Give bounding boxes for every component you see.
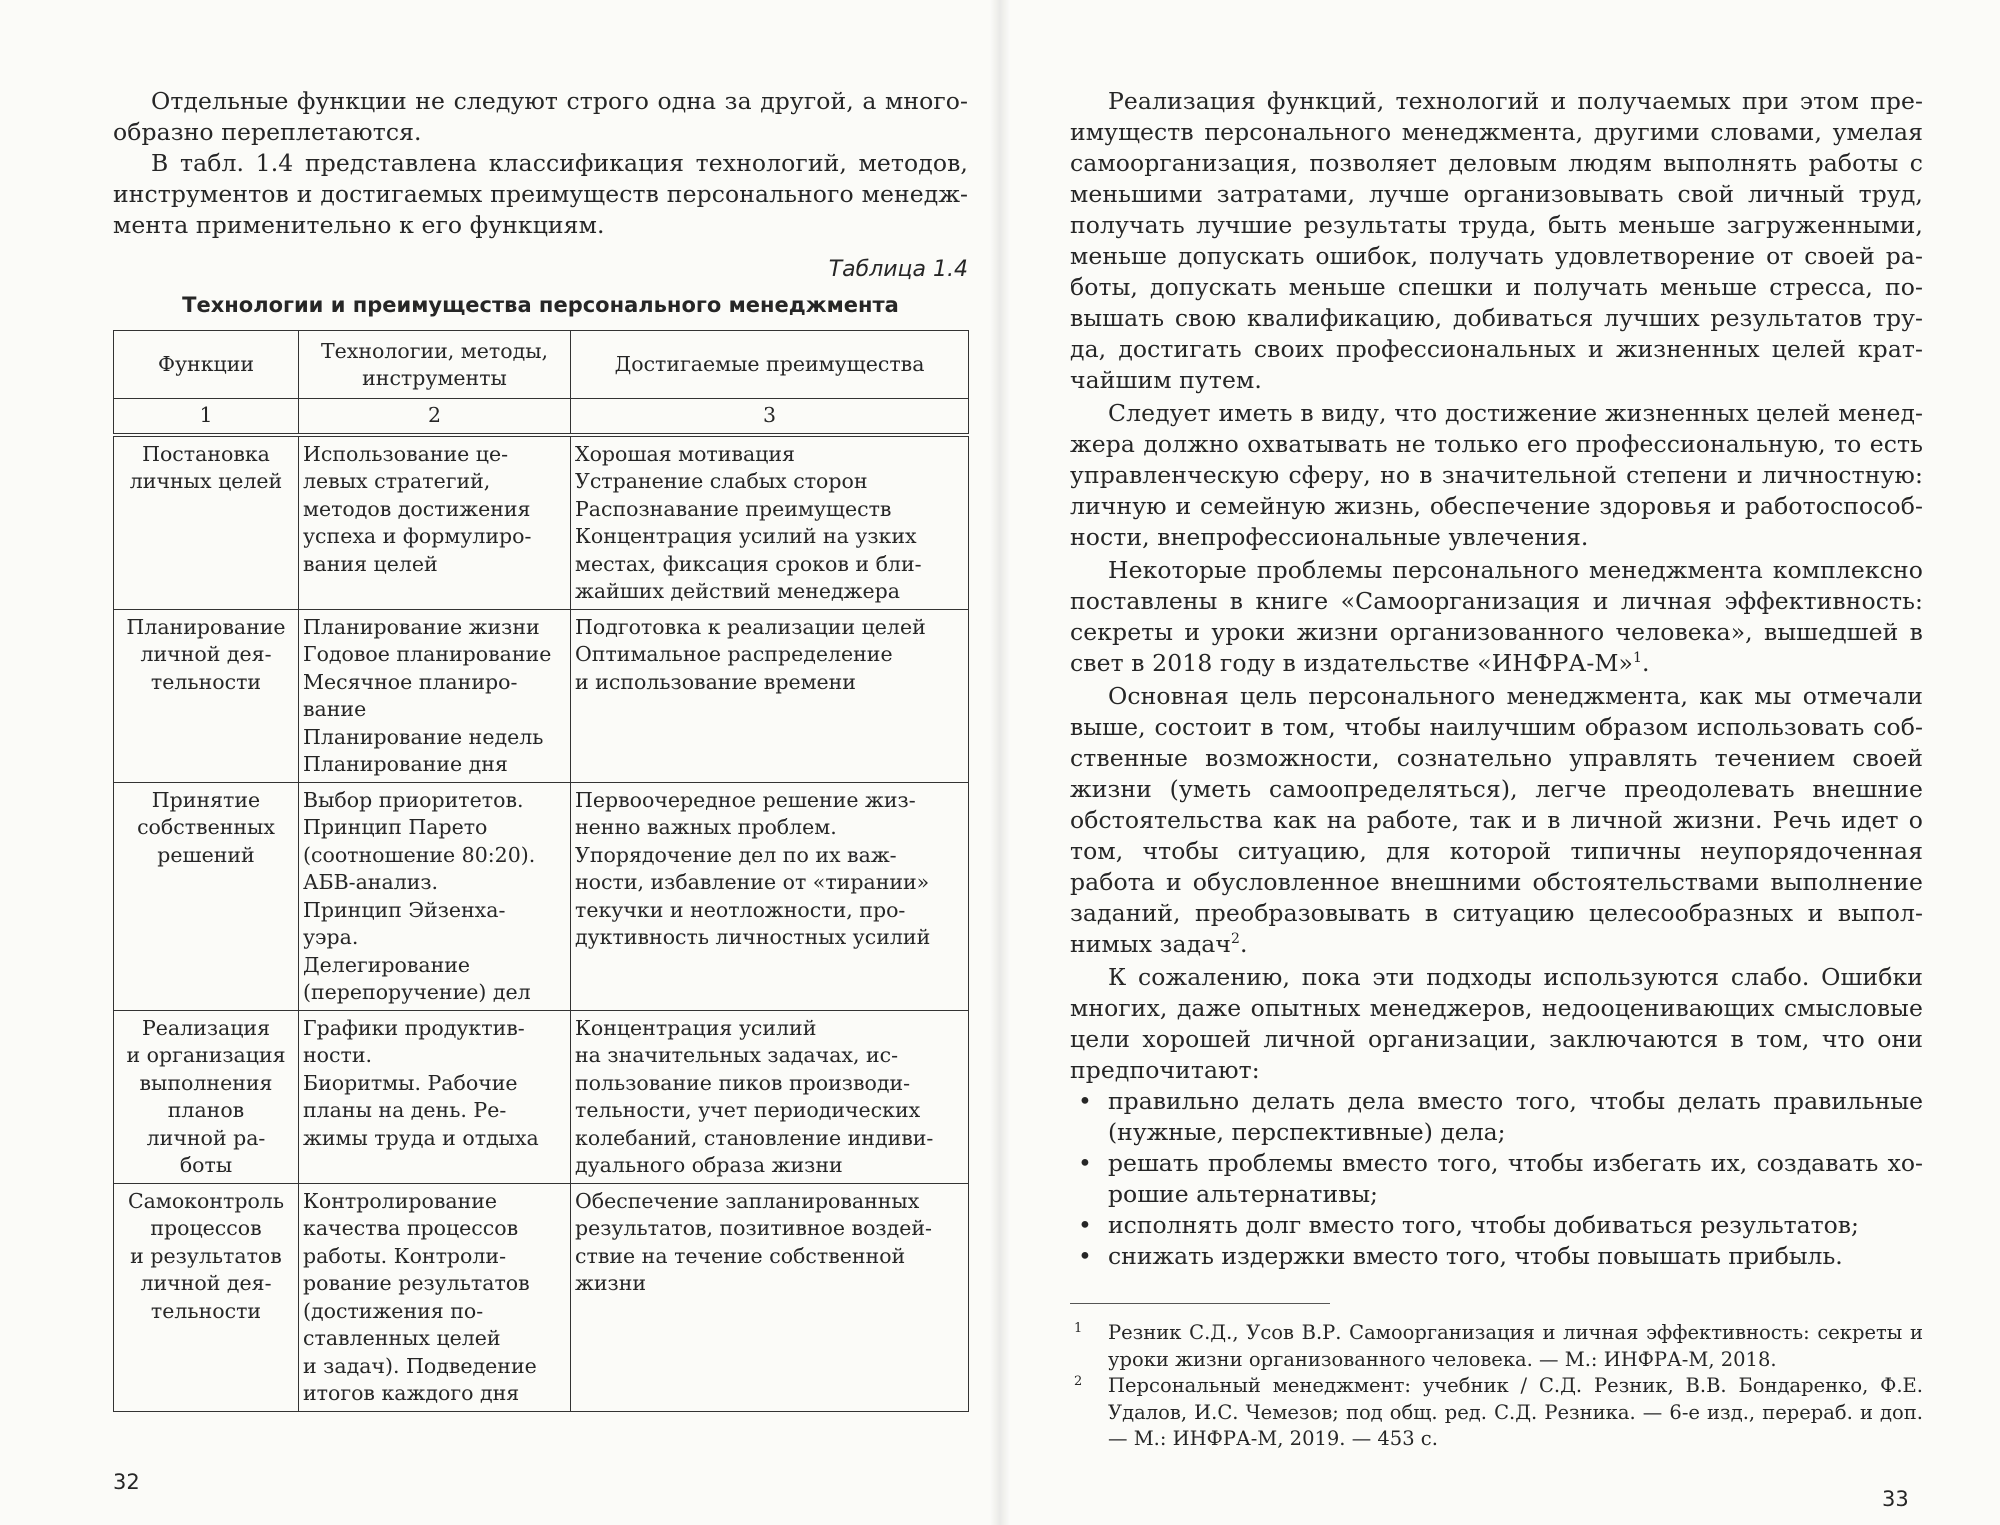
- cell-line: Оптимальное распределение: [575, 642, 893, 666]
- cell-line: Выбор приоритетов.: [303, 787, 524, 812]
- cell-line: и результатов: [130, 1243, 282, 1268]
- column-number: 3: [571, 399, 969, 435]
- list-item: [1070, 1086, 1923, 1148]
- cell-line: жимы труда и отдыха: [303, 1125, 539, 1150]
- paragraph-main-goal: Основная цель персонального менеджмента, как мы отмечали выше, состоит в том, чтобы наилучшим образом использовать собственные возможности, сознательно управлять течением своей жизни (уметь самоопределяться), легче преодолевать внешние обстоятельства как на работе, так и в личной жизни. Речь идет о том, чтобы ситуацию, для которой типичны неупорядоченная работа и обусловленное внешними обстоятельствами выполнение заданий, преобразовывать в ситуацию целесообразных и выполнимых задач$^2$.: [1070, 682, 1923, 958]
- table-cell-function: [114, 1010, 299, 1183]
- footnote: [1070, 1320, 1923, 1373]
- cell-line: Первоочередное решение жиз-: [575, 787, 916, 812]
- cell-line: рование результатов: [303, 1271, 530, 1295]
- cell-line: личных целей: [129, 469, 283, 493]
- cell-line: решений: [157, 842, 255, 867]
- cell-line: ности.: [303, 1043, 373, 1067]
- paragraph-text: Основная цель персонального менеджмента, как мы отмечали выше, состоит в том, чтобы наилучшим образом использовать собственные возможности, сознательно управлять течением своей жизни (уметь самоопределяться), легче преодолевать внешние обстоятельства как на работе, так и в личной жизни. Речь идет о том, чтобы ситуацию, для которой типичны неупорядоченная работа и обусловленное внешними обстоятельствами выполнение заданий, преобразовывать в ситуацию целесообразных и выполнимых задач: [1070, 682, 1923, 958]
- cell-line: Принятие: [151, 787, 261, 812]
- cell-line: результатов, позитивное воздей-: [575, 1216, 932, 1240]
- footnote: [1070, 1373, 1923, 1453]
- cell-line: на значительных задачах, ис-: [575, 1043, 899, 1067]
- cell-line: личной ра-: [146, 1125, 266, 1150]
- table-cell-function: [114, 609, 299, 782]
- cell-line: Самоконтроль: [127, 1188, 284, 1213]
- bullet-icon: •: [1078, 1087, 1092, 1115]
- footnote-mark: 1: [1074, 1321, 1083, 1336]
- list-item-text: решать проблемы вместо того, чтобы избегать их, создавать хорошие альтернативы;: [1108, 1149, 1923, 1208]
- cell-line: Использование це-: [303, 441, 509, 466]
- column-number: 2: [299, 399, 571, 435]
- cell-line: Подготовка к реализации целей: [575, 614, 926, 639]
- paragraph: К сожалению, пока эти подходы используются слабо. Ошибки многих, даже опытных менеджеров, недооценивающих смысловые цели хорошей личной организации, заключаются в том, что они предпочитают:: [1070, 963, 1923, 1084]
- cell-line: работы. Контроли-: [303, 1243, 507, 1268]
- cell-line: успеха и формулиро-: [303, 524, 532, 548]
- table-cell-advantages: [571, 782, 969, 1010]
- cell-line: Годовое планирование: [303, 642, 552, 666]
- table-cell-technologies: [299, 435, 571, 610]
- footnote-mark: 2: [1074, 1374, 1083, 1389]
- bullet-list: [1070, 1086, 1923, 1272]
- cell-line: ставленных целей: [303, 1326, 501, 1350]
- table-cell-advantages: [571, 1010, 969, 1183]
- cell-line: Хорошая мотивация: [575, 441, 795, 466]
- cell-line: тельности: [150, 1298, 262, 1323]
- cell-line: Планирование: [126, 614, 286, 639]
- table-cell-function: [114, 435, 299, 610]
- right-body-text: [1070, 86, 1923, 1272]
- cell-line: планов: [167, 1098, 245, 1122]
- cell-line: текучки и неотложности, про-: [575, 897, 906, 922]
- cell-line: Контролирование: [303, 1188, 498, 1213]
- footnote-divider: [1070, 1303, 1330, 1304]
- table-row: [114, 1010, 969, 1183]
- table-body: [114, 435, 969, 1412]
- table-row: [114, 435, 969, 610]
- left-intro-text: [113, 86, 968, 241]
- cell-line: вание: [303, 697, 367, 721]
- cell-line: Планирование жизни: [303, 614, 540, 639]
- cell-line: личной дея-: [140, 642, 272, 666]
- cell-line: жизни: [575, 1271, 647, 1295]
- bullet-icon: •: [1078, 1149, 1092, 1177]
- cell-line: АБВ-анализ.: [303, 870, 439, 894]
- table-cell-advantages: [571, 609, 969, 782]
- cell-line: Концентрация усилий на узких: [575, 524, 917, 548]
- column-header-advantages: Достигаемые преимущества: [571, 331, 969, 399]
- table-label: Таблица 1.4: [828, 257, 968, 282]
- paragraph: Отдельные функции не следуют строго одна за другой, а многообразно переплетаются.: [113, 87, 968, 146]
- cell-line: Месячное планиро-: [303, 669, 518, 694]
- cell-line: боты: [179, 1153, 233, 1177]
- cell-line: Принцип Парето: [303, 815, 488, 839]
- cell-line: итогов каждого дня: [303, 1381, 520, 1405]
- cell-line: Принцип Эйзенха-: [303, 897, 506, 922]
- cell-line: Планирование дня: [303, 752, 508, 776]
- cell-line: ствие на течение собственной: [575, 1243, 906, 1268]
- cell-line: уэра.: [303, 925, 359, 949]
- paragraph: Реализация функций, технологий и получаемых при этом преимуществ персонального менеджмента, другими словами, умелая самоорганизация, позволяет деловым людям выполнять работы с меньшими затратами, лучше организовывать свой личный труд, получать лучшие результаты труда, быть меньше загруженными, меньше допускать ошибок, получать удовлетворение от своей работы, допускать меньше спешки и получать меньше стресса, повышать свою квалификацию, добиваться лучших результатов труда, достигать своих профессиональных и жизненных целей кратчайшим путем.: [1070, 87, 1923, 394]
- paragraph-text: Некоторые проблемы персонального менеджмента комплексно поставлены в книге «Самоорганизация и личная эффективность: секреты и уроки жизни организованного человека», вышедшей в свет в 2018 году в издательстве «ИНФРА-М»: [1070, 556, 1923, 677]
- table-row: [114, 609, 969, 782]
- cell-line: местах, фиксация сроков и бли-: [575, 551, 922, 576]
- table-cell-technologies: [299, 1010, 571, 1183]
- cell-line: колебаний, становление индиви-: [575, 1125, 934, 1150]
- cell-line: (перепоручение) дел: [303, 980, 531, 1004]
- list-item-text: правильно делать дела вместо того, чтобы делать правильные (нужные, перспективные) дела;: [1108, 1087, 1923, 1146]
- column-header-functions: Функции: [114, 331, 299, 399]
- cell-line: пользование пиков производи-: [575, 1070, 911, 1095]
- footnote-reference: 2: [1230, 931, 1240, 948]
- bullet-icon: •: [1078, 1242, 1092, 1270]
- table-cell-function: [114, 782, 299, 1010]
- cell-line: Устранение слабых сторон: [575, 469, 868, 493]
- list-item-text: снижать издержки вместо того, чтобы повышать прибыль.: [1108, 1242, 1843, 1270]
- table-cell-advantages: [571, 1183, 969, 1411]
- cell-line: дуктивность личностных усилий: [575, 925, 931, 949]
- cell-line: Обеспечение запланированных: [575, 1188, 920, 1213]
- right-page: [1000, 0, 2000, 1525]
- cell-line: дуального образа жизни: [575, 1153, 843, 1177]
- paragraph: Следует иметь в виду, что достижение жизненных целей менеджера должно охватывать не только его профессиональную, то есть управленческую сферу, но в значительной степени и личностную: личную и семейную жизнь, обеспечение здоровья и работоспособности, внепрофессиональные увлечения.: [1070, 399, 1923, 551]
- cell-line: Упорядочение дел по их важ-: [575, 842, 897, 867]
- cell-line: выполнения: [139, 1070, 273, 1095]
- table-cell-technologies: [299, 1183, 571, 1411]
- table-title: Технологии и преимущества персонального менеджмента: [182, 293, 899, 317]
- footnote-text: Персональный менеджмент: учебник / С.Д. Резник, В.В. Бондаренко, Ф.Е. Удалов, И.С. Чемезов; под общ. ред. С.Д. Резника. — 6-е изд., перераб. и доп. — М.: ИНФРА-М, 2019. — 453 с.: [1108, 1374, 1923, 1450]
- cell-line: Распознавание преимуществ: [575, 496, 892, 521]
- cell-line: левых стратегий,: [303, 469, 491, 493]
- page-number: 33: [1882, 1487, 1909, 1511]
- cell-line: Планирование недель: [303, 724, 544, 749]
- table-cell-advantages: [571, 435, 969, 610]
- footnote-text: Резник С.Д., Усов В.Р. Самоорганизация и личная эффективность: секреты и уроки жизни организованного человека. — М.: ИНФРА-М, 2018.: [1108, 1321, 1923, 1371]
- cell-line: Делегирование: [303, 952, 471, 977]
- cell-line: методов достижения: [303, 496, 531, 521]
- cell-line: Постановка: [142, 441, 270, 466]
- cell-line: ности, избавление от «тирании»: [575, 870, 930, 894]
- list-item: [1070, 1210, 1923, 1241]
- cell-line: Биоритмы. Рабочие: [303, 1070, 518, 1095]
- bullet-icon: •: [1078, 1211, 1092, 1239]
- cell-line: и задач). Подведение: [303, 1353, 537, 1378]
- table-row: [114, 782, 969, 1010]
- list-item-text: исполнять долг вместо того, чтобы добиваться результатов;: [1108, 1211, 1859, 1239]
- paragraph: В табл. 1.4 представлена классификация технологий, методов, инструментов и достигаемых преимуществ персонального менеджмента применительно к его функциям.: [113, 149, 968, 239]
- technologies-table: [113, 330, 969, 1412]
- page-number: 32: [113, 1470, 140, 1494]
- cell-line: (соотношение 80:20).: [303, 842, 536, 867]
- cell-line: качества процессов: [303, 1216, 519, 1240]
- table-row: [114, 1183, 969, 1411]
- paragraph-book-reference: Некоторые проблемы персонального менеджмента комплексно поставлены в книге «Самоорганизация и личная эффективность: секреты и уроки жизни организованного человека», вышедшей в свет в 2018 году в издательстве «ИНФРА-М»$^1$.: [1070, 556, 1923, 677]
- cell-line: жайших действий менеджера: [575, 579, 900, 603]
- cell-line: процессов: [150, 1216, 262, 1240]
- list-item: [1070, 1241, 1923, 1272]
- table-cell-function: [114, 1183, 299, 1411]
- cell-line: Реализация: [141, 1015, 270, 1040]
- list-item: [1070, 1148, 1923, 1210]
- cell-line: вания целей: [303, 551, 438, 576]
- footnotes: [1070, 1320, 1923, 1453]
- cell-line: (достижения по-: [303, 1298, 484, 1323]
- cell-line: и использование времени: [575, 669, 856, 694]
- footnote-reference: 1: [1633, 650, 1643, 667]
- column-header-technologies: Технологии, методы, инструменты: [299, 331, 571, 399]
- table-cell-technologies: [299, 609, 571, 782]
- cell-line: Концентрация усилий: [575, 1015, 817, 1040]
- cell-line: тельности, учет периодических: [575, 1098, 921, 1122]
- cell-line: тельности: [150, 669, 262, 694]
- cell-line: личной дея-: [140, 1271, 272, 1295]
- cell-line: Графики продуктив-: [303, 1015, 525, 1040]
- table-cell-technologies: [299, 782, 571, 1010]
- cell-line: ненно важных проблем.: [575, 815, 837, 839]
- cell-line: собственных: [137, 815, 275, 839]
- cell-line: планы на день. Ре-: [303, 1098, 507, 1122]
- cell-line: и организация: [126, 1043, 286, 1067]
- column-number: 1: [114, 399, 299, 435]
